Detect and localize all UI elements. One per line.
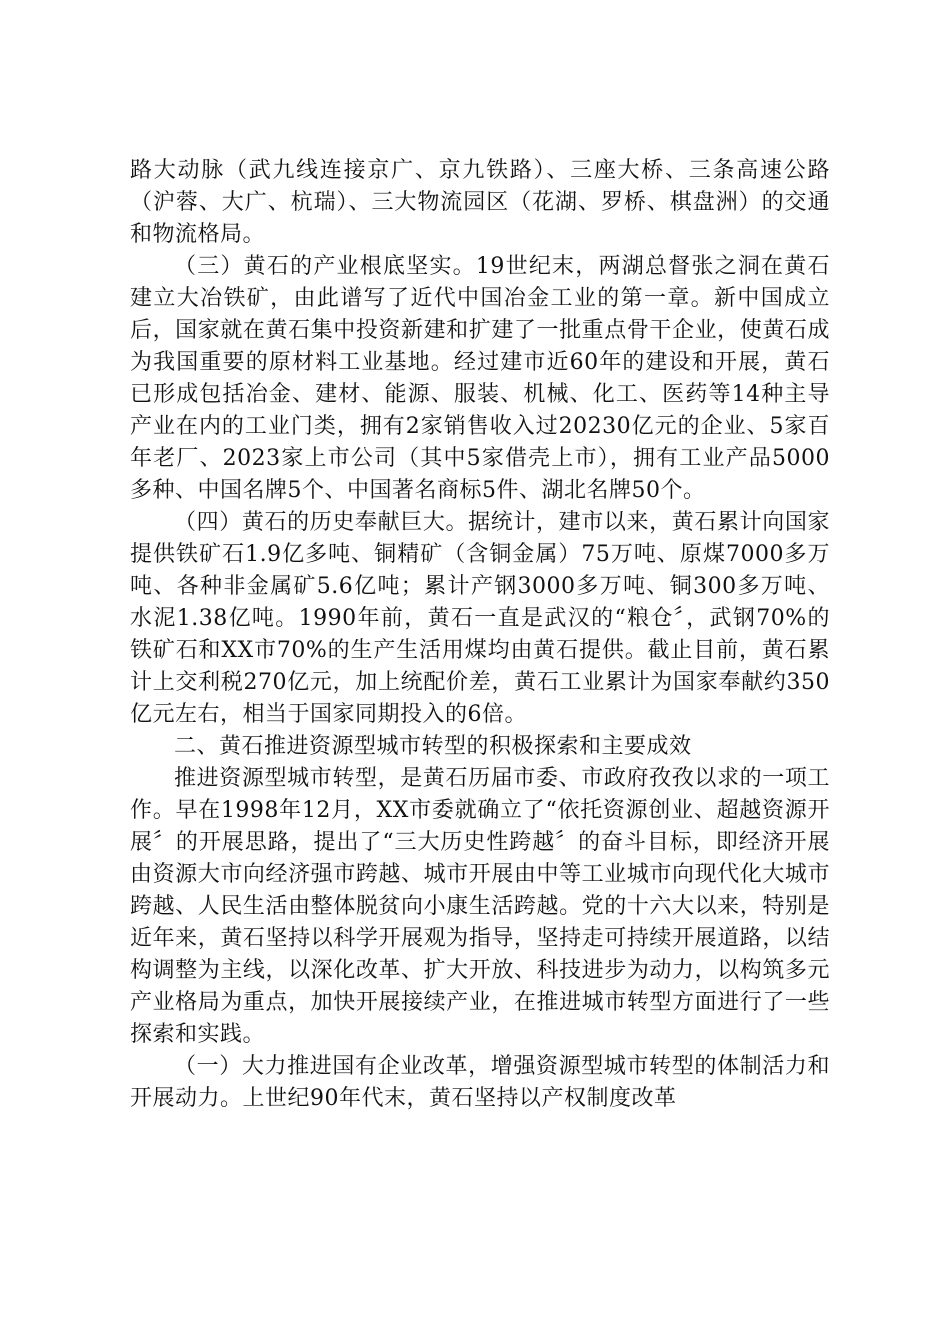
paragraph-soe-reform: （一）大力推进国有企业改革，增强资源型城市转型的体制活力和开展动力。上世纪90年代末，黄石坚持以产权制度改革 (130, 1054, 830, 1111)
paragraph-industrial-foundation: （三）黄石的产业根底坚实。19世纪末，两湖总督张之洞在黄石建立大冶铁矿，由此谱写了近代中国冶金工业的第一章。新中国成立后，国家就在黄石集中投资新建和扩建了一批重点骨干企业，使黄石成为我国重要的原材料工业基地。经过建市近60年的建设和开展，黄石已形成包括冶金、建材、能源、服装、机械、化工、医药等14种主导产业在内的工业门类，拥有2家销售收入过20230亿元的企业、5家百年老厂、2023家上市公司（其中5家借壳上市），拥有工业产品5000多种、中国名牌5个、中国著名商标5件、湖北名牌50个。 (130, 254, 830, 503)
paragraph-historical-contribution: （四）黄石的历史奉献巨大。据统计，建市以来，黄石累计向国家提供铁矿石1.9亿多吨、铜精矿（含铜金属）75万吨、原煤7000多万吨、各种非金属矿5.6亿吨；累计产钢3000多万吨、铜300多万吨、水泥1.38亿吨。1990年前，黄石一直是武汉的“粮仓〞，武钢70%的铁矿石和XX市70%的生产生活用煤均由黄石提供。截止目前，黄石累计上交利税270亿元，加上统配价差，黄石工业累计为国家奉献约350亿元左右，相当于国家同期投入的6倍。 (130, 510, 830, 727)
paragraph-transport-continued: 路大动脉（武九线连接京广、京九铁路）、三座大桥、三条高速公路（沪蓉、大广、杭瑞）、三大物流园区（花湖、罗桥、棋盘洲）的交通和物流格局。 (130, 158, 830, 247)
paragraph-transformation-overview: 推进资源型城市转型，是黄石历届市委、市政府孜孜以求的一项工作。早在1998年12月，XX市委就确立了“依托资源创业、超越资源开展〞的开展思路，提出了“三大历史性跨越〞的奋斗目标，即经济开展由资源大市向经济强市跨越、城市开展由中等工业城市向现代化大城市跨越、人民生活由整体脱贫向小康生活跨越。党的十六大以来，特别是近年来，黄石坚持以科学开展观为指导，坚持走可持续开展道路，以结构调整为主线，以深化改革、扩大开放、科技进步为动力，以构筑多元产业格局为重点，加快开展接续产业，在推进城市转型方面进行了一些探索和实践。 (130, 766, 830, 1047)
document-body (130, 155, 830, 1115)
section-heading-transformation: 二、黄石推进资源型城市转型的积极探索和主要成效 (174, 734, 692, 759)
